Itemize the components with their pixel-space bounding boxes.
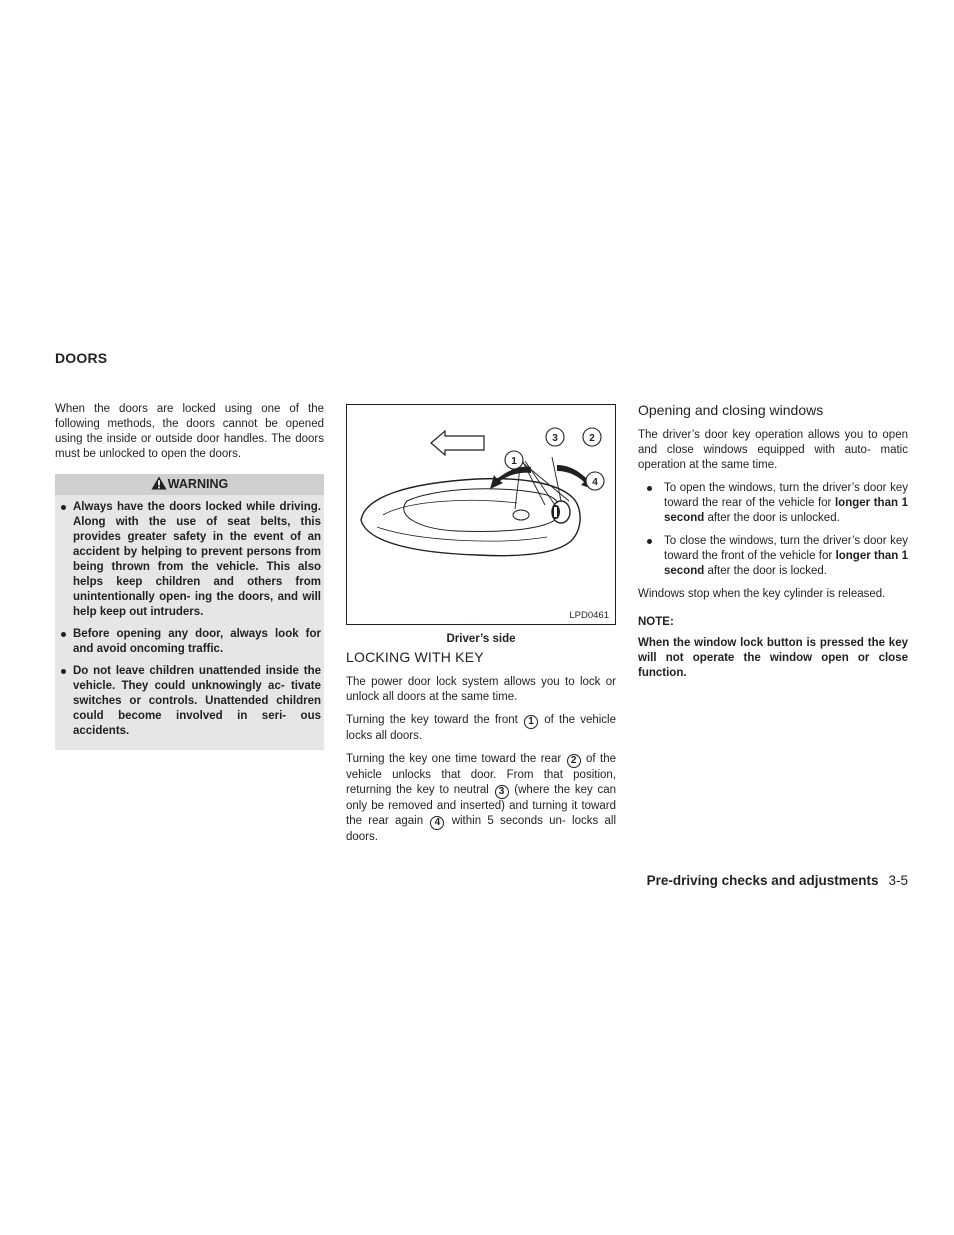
callout-4-label: 4 <box>592 477 598 488</box>
text-run: after the door is unlocked. <box>707 512 840 524</box>
text-run: of the vehicle locks all doors. <box>346 714 616 742</box>
front-rotation-arrow-icon <box>490 467 531 489</box>
locking-paragraph-2 <box>346 713 616 744</box>
section-title: DOORS <box>55 350 108 366</box>
callout-ref-1: 1 <box>524 715 538 729</box>
callout-ref-4: 4 <box>430 816 444 830</box>
text-run: within 5 seconds un- locks all doors. <box>346 815 617 843</box>
windows-paragraph-2: Windows stop when the key cylinder is released. <box>638 588 886 600</box>
figure-code: LPD0461 <box>569 610 609 621</box>
page-number: 3-5 <box>888 873 908 888</box>
warning-item: Always have the doors locked while driving. Along with the use of seat belts, this provides greater safety in the event of an accident by helping to prevent persons from being thrown from the vehicle. This also helps keep children and others from unintentionally open- ing the doors, and will help keep out intruders. <box>58 500 321 620</box>
warning-triangle-icon <box>151 476 167 490</box>
warning-item: Before opening any door, always look for and avoid oncoming traffic. <box>58 627 321 657</box>
warning-list <box>58 495 321 739</box>
callout-3-label: 3 <box>552 433 558 444</box>
callout-1-label: 1 <box>511 456 517 467</box>
door-handle-figure <box>346 404 616 625</box>
list-item <box>638 534 908 579</box>
note-title: NOTE: <box>638 616 674 628</box>
callout-2-label: 2 <box>589 433 595 444</box>
emphasis: longer than 1 second <box>664 497 909 524</box>
text-run: To open the windows, turn the driver’s door key toward the rear of the vehicle for <box>664 482 908 509</box>
locking-paragraph-3 <box>346 752 616 845</box>
callout-1 <box>505 451 523 469</box>
locking-paragraph-1: The power door lock system allows you to lock or unlock all doors at the same time. <box>346 676 616 703</box>
callout-ref-2: 2 <box>567 754 581 768</box>
text-run: after the door is locked. <box>707 565 828 577</box>
callout-3 <box>546 428 564 446</box>
page-footer <box>647 873 908 888</box>
warning-title: WARNING <box>167 477 229 491</box>
callout-4 <box>586 472 604 490</box>
callout-2 <box>583 428 601 446</box>
warning-header <box>55 474 324 495</box>
intro-paragraph: When the doors are locked using one of the following methods, the doors cannot be opened using the inside or outside door handles. The doors must be unlocked to open the doors. <box>55 403 324 460</box>
windows-paragraph-1: The driver’s door key operation allows you to open and close windows equipped with auto- matic operation at the same time. <box>638 429 908 471</box>
footer-section: Pre-driving checks and adjustments <box>646 873 879 888</box>
emphasis: longer than 1 second <box>664 550 909 577</box>
warning-box <box>55 474 324 750</box>
door-handle-illustration <box>347 405 615 624</box>
figure-caption: Driver’s side <box>446 633 516 645</box>
text-run: To close the windows, turn the driver’s door key toward the front of the vehicle for <box>664 535 908 562</box>
handle-outline <box>361 479 580 556</box>
text-run: (where the key can only be removed and inserted) and turning it toward the rear again <box>346 784 616 827</box>
left-column <box>55 402 324 750</box>
text-run: Turning the key one time toward the rear <box>346 753 562 765</box>
windows-heading: Opening and closing windows <box>638 402 824 418</box>
warning-item: Do not leave children unattended inside the vehicle. They could unknowingly ac- tivate switches or controls. Unattended children could become involved in seri- ous accidents. <box>58 664 321 739</box>
note-body: When the window lock button is pressed the key will not operate the window open or close function. <box>638 637 908 679</box>
text-run: of the vehicle unlocks that door. From that position, returning the key to neutral <box>346 753 617 796</box>
right-column <box>638 402 908 689</box>
text-run: Turning the key toward the front <box>346 714 518 726</box>
windows-bullet-list <box>638 481 908 579</box>
list-item <box>638 481 908 526</box>
callout-ref-3: 3 <box>495 785 509 799</box>
front-direction-arrow-icon <box>431 431 484 455</box>
locking-heading: LOCKING WITH KEY <box>346 649 484 665</box>
middle-column <box>346 404 616 853</box>
